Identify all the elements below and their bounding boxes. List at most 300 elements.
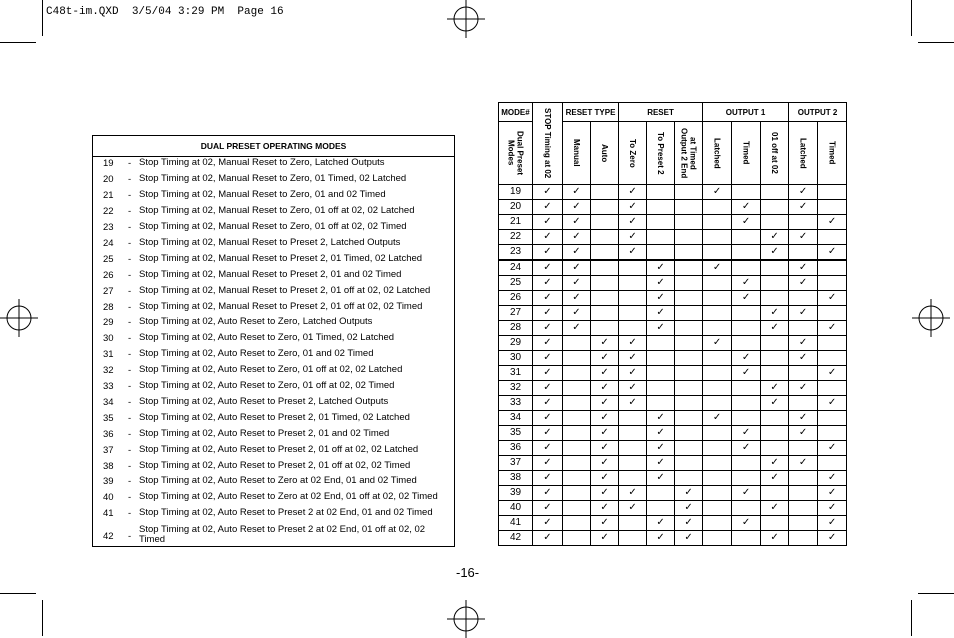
empty-cell <box>675 291 703 306</box>
empty-cell <box>703 426 732 441</box>
mode-cell: 42 <box>499 531 533 546</box>
table-row <box>499 306 847 321</box>
empty-cell <box>703 381 732 396</box>
subheader-output1-off-at-02: 01 off at 02 <box>761 122 789 185</box>
table-row <box>499 276 847 291</box>
mode-number: 34 <box>103 396 114 408</box>
checkmark-icon: ✓ <box>789 260 818 276</box>
mode-number: 31 <box>103 349 114 361</box>
checkmark-icon: ✓ <box>563 321 591 336</box>
checkmark-icon: ✓ <box>732 276 761 291</box>
mode-cell: 21 <box>499 215 533 230</box>
checkmark-icon: ✓ <box>818 215 847 230</box>
checkmark-icon: ✓ <box>675 486 703 501</box>
empty-cell <box>703 501 732 516</box>
empty-cell <box>789 245 818 261</box>
empty-cell <box>818 306 847 321</box>
checkmark-icon: ✓ <box>732 426 761 441</box>
checkmark-icon: ✓ <box>789 306 818 321</box>
empty-cell <box>675 396 703 411</box>
list-item <box>93 220 454 236</box>
empty-cell <box>789 366 818 381</box>
mode-matrix-table <box>498 102 847 546</box>
mode-cell: 39 <box>499 486 533 501</box>
mode-number: 23 <box>103 222 114 234</box>
mode-cell: 31 <box>499 366 533 381</box>
empty-cell <box>703 245 732 261</box>
registration-mark-icon <box>912 299 950 337</box>
separator-dash: - <box>128 253 132 265</box>
mode-description: Stop Timing at 02, Auto Reset to Zero, 01 Timed, 02 Latched <box>139 332 395 344</box>
checkmark-icon: ✓ <box>533 230 563 245</box>
mode-cell: 41 <box>499 516 533 531</box>
empty-cell <box>789 471 818 486</box>
mode-number: 27 <box>103 285 114 297</box>
empty-cell <box>619 276 647 291</box>
mode-description: Stop Timing at 02, Auto Reset to Preset 2 at 02 End, 01 off at 02, 02 Timed <box>139 523 426 546</box>
empty-cell <box>789 441 818 456</box>
empty-cell <box>675 260 703 276</box>
mode-description: Stop Timing at 02, Manual Reset to Preset 2, 01 off at 02, 02 Timed <box>139 300 423 312</box>
empty-cell <box>619 306 647 321</box>
separator-dash: - <box>128 508 132 520</box>
checkmark-icon: ✓ <box>818 366 847 381</box>
checkmark-icon: ✓ <box>761 471 789 486</box>
empty-cell <box>591 306 619 321</box>
checkmark-icon: ✓ <box>533 260 563 276</box>
empty-cell <box>818 230 847 245</box>
empty-cell <box>732 185 761 200</box>
checkmark-icon: ✓ <box>818 441 847 456</box>
empty-cell <box>563 336 591 351</box>
list-item <box>93 331 454 347</box>
empty-cell <box>647 185 675 200</box>
empty-cell <box>789 486 818 501</box>
mode-description: Stop Timing at 02, Auto Reset to Preset 2, Latched Outputs <box>139 395 389 407</box>
checkmark-icon: ✓ <box>619 486 647 501</box>
checkmark-icon: ✓ <box>619 245 647 261</box>
empty-cell <box>563 486 591 501</box>
empty-cell <box>591 200 619 215</box>
empty-cell <box>675 411 703 426</box>
list-item <box>93 251 454 267</box>
checkmark-icon: ✓ <box>732 200 761 215</box>
empty-cell <box>675 426 703 441</box>
empty-cell <box>703 366 732 381</box>
empty-cell <box>563 441 591 456</box>
subheader-at-timed-output-2-end: at Timed Output 2 End <box>675 122 703 185</box>
checkmark-icon: ✓ <box>591 471 619 486</box>
separator-dash: - <box>128 476 132 488</box>
empty-cell <box>563 396 591 411</box>
empty-cell <box>789 396 818 411</box>
separator-dash: - <box>128 531 132 543</box>
checkmark-icon: ✓ <box>563 185 591 200</box>
table-row <box>499 531 847 546</box>
checkmark-icon: ✓ <box>647 441 675 456</box>
crop-mark <box>918 42 954 43</box>
mode-cell: 23 <box>499 245 533 261</box>
empty-cell <box>563 471 591 486</box>
empty-cell <box>675 306 703 321</box>
mode-number: 38 <box>103 460 114 472</box>
empty-cell <box>703 230 732 245</box>
table-row <box>499 441 847 456</box>
table-row <box>499 381 847 396</box>
checkmark-icon: ✓ <box>533 366 563 381</box>
checkmark-icon: ✓ <box>789 351 818 366</box>
empty-cell <box>818 260 847 276</box>
table-row <box>499 215 847 230</box>
mode-description: Stop Timing at 02, Auto Reset to Preset 2 at 02 End, 01 and 02 Timed <box>139 507 433 519</box>
empty-cell <box>675 471 703 486</box>
empty-cell <box>703 291 732 306</box>
mode-description: Stop Timing at 02, Auto Reset to Zero at 02 End, 01 and 02 Timed <box>139 475 417 487</box>
checkmark-icon: ✓ <box>533 351 563 366</box>
checkmark-icon: ✓ <box>591 366 619 381</box>
table-row <box>499 396 847 411</box>
checkmark-icon: ✓ <box>563 260 591 276</box>
empty-cell <box>647 396 675 411</box>
empty-cell <box>789 516 818 531</box>
list-item <box>93 426 454 442</box>
mode-number: 42 <box>103 531 114 543</box>
checkmark-icon: ✓ <box>591 351 619 366</box>
subheader-output2-latched: Latched <box>789 122 818 185</box>
checkmark-icon: ✓ <box>647 306 675 321</box>
empty-cell <box>732 230 761 245</box>
crop-mark <box>911 0 912 36</box>
empty-cell <box>647 381 675 396</box>
checkmark-icon: ✓ <box>591 501 619 516</box>
list-item <box>93 283 454 299</box>
mode-description: Stop Timing at 02, Manual Reset to Preset 2, 01 off at 02, 02 Latched <box>139 284 431 296</box>
empty-cell <box>591 321 619 336</box>
file-slug: C48t-im.QXD 3/5/04 3:29 PM Page 16 <box>46 6 284 18</box>
checkmark-icon: ✓ <box>591 441 619 456</box>
empty-cell <box>703 351 732 366</box>
mode-number: 26 <box>103 269 114 281</box>
empty-cell <box>732 471 761 486</box>
empty-cell <box>732 396 761 411</box>
list-item <box>93 156 454 172</box>
empty-cell <box>675 351 703 366</box>
empty-cell <box>818 200 847 215</box>
checkmark-icon: ✓ <box>563 245 591 261</box>
checkmark-icon: ✓ <box>619 200 647 215</box>
mode-description: Stop Timing at 02, Manual Reset to Zero, 01 off at 02, 02 Timed <box>139 221 407 233</box>
checkmark-icon: ✓ <box>591 531 619 546</box>
mode-description: Stop Timing at 02, Manual Reset to Preset 2, Latched Outputs <box>139 236 401 248</box>
empty-cell <box>647 366 675 381</box>
checkmark-icon: ✓ <box>789 411 818 426</box>
empty-cell <box>619 426 647 441</box>
empty-cell <box>647 215 675 230</box>
list-item <box>93 474 454 490</box>
checkmark-icon: ✓ <box>703 260 732 276</box>
checkmark-icon: ✓ <box>533 336 563 351</box>
separator-dash: - <box>128 381 132 393</box>
empty-cell <box>675 456 703 471</box>
separator-dash: - <box>128 428 132 440</box>
checkmark-icon: ✓ <box>533 321 563 336</box>
list-item <box>93 442 454 458</box>
mode-description: Stop Timing at 02, Auto Reset to Preset 2, 01 off at 02, 02 Latched <box>139 443 419 455</box>
empty-cell <box>647 486 675 501</box>
checkmark-icon: ✓ <box>647 471 675 486</box>
empty-cell <box>761 426 789 441</box>
mode-cell: 22 <box>499 230 533 245</box>
checkmark-icon: ✓ <box>647 411 675 426</box>
empty-cell <box>703 396 732 411</box>
mode-number: 30 <box>103 333 114 345</box>
empty-cell <box>675 215 703 230</box>
separator-dash: - <box>128 444 132 456</box>
list-item <box>93 267 454 283</box>
empty-cell <box>647 336 675 351</box>
mode-number: 28 <box>103 301 114 313</box>
operating-modes-title: DUAL PRESET OPERATING MODES <box>93 136 454 157</box>
empty-cell <box>675 245 703 261</box>
crop-mark <box>0 42 36 43</box>
registration-mark-icon <box>447 0 485 38</box>
empty-cell <box>703 531 732 546</box>
mode-cell: 37 <box>499 456 533 471</box>
checkmark-icon: ✓ <box>647 531 675 546</box>
empty-cell <box>619 456 647 471</box>
mode-description: Stop Timing at 02, Manual Reset to Zero, Latched Outputs <box>139 157 385 169</box>
subheader-output2-timed: Timed <box>818 122 847 185</box>
mode-number: 33 <box>103 381 114 393</box>
checkmark-icon: ✓ <box>647 456 675 471</box>
mode-number: 19 <box>103 158 114 170</box>
mode-description: Stop Timing at 02, Auto Reset to Preset 2, 01 off at 02, 02 Timed <box>139 459 411 471</box>
checkmark-icon: ✓ <box>732 516 761 531</box>
checkmark-icon: ✓ <box>647 426 675 441</box>
empty-cell <box>675 200 703 215</box>
checkmark-icon: ✓ <box>703 185 732 200</box>
crop-mark <box>42 600 43 636</box>
checkmark-icon: ✓ <box>533 215 563 230</box>
table-row <box>499 351 847 366</box>
subheader-dual-preset-modes: Dual Preset Modes <box>499 122 533 185</box>
empty-cell <box>563 366 591 381</box>
checkmark-icon: ✓ <box>533 411 563 426</box>
mode-number: 36 <box>103 428 114 440</box>
empty-cell <box>675 230 703 245</box>
checkmark-icon: ✓ <box>533 200 563 215</box>
empty-cell <box>789 531 818 546</box>
header-reset-type: RESET TYPE <box>563 103 619 122</box>
checkmark-icon: ✓ <box>732 441 761 456</box>
crop-mark <box>918 593 954 594</box>
mode-number: 40 <box>103 492 114 504</box>
empty-cell <box>761 336 789 351</box>
registration-mark-icon <box>447 600 485 638</box>
empty-cell <box>789 291 818 306</box>
empty-cell <box>732 531 761 546</box>
empty-cell <box>818 456 847 471</box>
empty-cell <box>703 321 732 336</box>
header-reset: RESET <box>619 103 703 122</box>
mode-number: 21 <box>103 190 114 202</box>
mode-description: Stop Timing at 02, Auto Reset to Preset 2, 01 Timed, 02 Latched <box>139 411 410 423</box>
list-item <box>93 299 454 315</box>
checkmark-icon: ✓ <box>533 531 563 546</box>
checkmark-icon: ✓ <box>619 351 647 366</box>
operating-modes-list <box>92 135 455 547</box>
mode-cell: 32 <box>499 381 533 396</box>
mode-description: Stop Timing at 02, Auto Reset to Zero, Latched Outputs <box>139 316 373 328</box>
checkmark-icon: ✓ <box>533 426 563 441</box>
empty-cell <box>761 291 789 306</box>
empty-cell <box>761 411 789 426</box>
empty-cell <box>619 441 647 456</box>
subheader-output1-timed: Timed <box>732 122 761 185</box>
checkmark-icon: ✓ <box>818 396 847 411</box>
empty-cell <box>647 501 675 516</box>
separator-dash: - <box>128 237 132 249</box>
checkmark-icon: ✓ <box>533 306 563 321</box>
separator-dash: - <box>128 365 132 377</box>
empty-cell <box>591 185 619 200</box>
mode-cell: 29 <box>499 336 533 351</box>
checkmark-icon: ✓ <box>533 245 563 261</box>
table-row <box>499 200 847 215</box>
mode-cell: 30 <box>499 351 533 366</box>
checkmark-icon: ✓ <box>563 200 591 215</box>
list-item <box>93 188 454 204</box>
empty-cell <box>732 336 761 351</box>
subheader-manual: Manual <box>563 122 591 185</box>
empty-cell <box>703 456 732 471</box>
table-row <box>499 291 847 306</box>
checkmark-icon: ✓ <box>761 501 789 516</box>
checkmark-icon: ✓ <box>619 215 647 230</box>
empty-cell <box>703 471 732 486</box>
separator-dash: - <box>128 190 132 202</box>
empty-cell <box>619 471 647 486</box>
mode-cell: 36 <box>499 441 533 456</box>
mode-description: Stop Timing at 02, Manual Reset to Zero, 01 Timed, 02 Latched <box>139 173 407 185</box>
empty-cell <box>591 260 619 276</box>
list-item <box>93 379 454 395</box>
empty-cell <box>675 441 703 456</box>
empty-cell <box>818 381 847 396</box>
separator-dash: - <box>128 412 132 424</box>
empty-cell <box>619 291 647 306</box>
empty-cell <box>761 200 789 215</box>
checkmark-icon: ✓ <box>761 396 789 411</box>
header-output-2: OUTPUT 2 <box>789 103 847 122</box>
checkmark-icon: ✓ <box>789 381 818 396</box>
checkmark-icon: ✓ <box>591 486 619 501</box>
separator-dash: - <box>128 285 132 297</box>
empty-cell <box>591 245 619 261</box>
mode-cell: 20 <box>499 200 533 215</box>
empty-cell <box>732 456 761 471</box>
checkmark-icon: ✓ <box>533 501 563 516</box>
empty-cell <box>761 215 789 230</box>
checkmark-icon: ✓ <box>789 230 818 245</box>
checkmark-icon: ✓ <box>533 471 563 486</box>
mode-cell: 27 <box>499 306 533 321</box>
empty-cell <box>619 321 647 336</box>
checkmark-icon: ✓ <box>818 531 847 546</box>
crop-mark <box>42 0 43 36</box>
empty-cell <box>703 306 732 321</box>
checkmark-icon: ✓ <box>619 230 647 245</box>
separator-dash: - <box>128 174 132 186</box>
checkmark-icon: ✓ <box>818 471 847 486</box>
empty-cell <box>761 366 789 381</box>
empty-cell <box>732 306 761 321</box>
subheader-to-zero: To Zero <box>619 122 647 185</box>
table-row <box>499 336 847 351</box>
empty-cell <box>703 215 732 230</box>
empty-cell <box>761 441 789 456</box>
checkmark-icon: ✓ <box>647 260 675 276</box>
empty-cell <box>619 516 647 531</box>
checkmark-icon: ✓ <box>563 215 591 230</box>
empty-cell <box>761 516 789 531</box>
page-number: -16- <box>456 565 480 580</box>
checkmark-icon: ✓ <box>789 426 818 441</box>
empty-cell <box>761 276 789 291</box>
separator-dash: - <box>128 396 132 408</box>
list-item <box>93 315 454 331</box>
mode-cell: 35 <box>499 426 533 441</box>
checkmark-icon: ✓ <box>619 396 647 411</box>
table-row <box>499 456 847 471</box>
empty-cell <box>761 351 789 366</box>
checkmark-icon: ✓ <box>533 381 563 396</box>
empty-cell <box>789 501 818 516</box>
empty-cell <box>789 215 818 230</box>
table-row <box>499 516 847 531</box>
checkmark-icon: ✓ <box>591 426 619 441</box>
list-item <box>93 395 454 411</box>
empty-cell <box>563 501 591 516</box>
crop-mark <box>911 600 912 636</box>
empty-cell <box>761 486 789 501</box>
empty-cell <box>591 291 619 306</box>
empty-cell <box>703 200 732 215</box>
empty-cell <box>818 276 847 291</box>
separator-dash: - <box>128 317 132 329</box>
empty-cell <box>563 411 591 426</box>
mode-description: Stop Timing at 02, Auto Reset to Zero, 01 off at 02, 02 Timed <box>139 380 395 392</box>
mode-number: 39 <box>103 476 114 488</box>
checkmark-icon: ✓ <box>533 441 563 456</box>
checkmark-icon: ✓ <box>789 276 818 291</box>
checkmark-icon: ✓ <box>818 516 847 531</box>
checkmark-icon: ✓ <box>761 230 789 245</box>
table-row <box>499 426 847 441</box>
checkmark-icon: ✓ <box>703 336 732 351</box>
table-row <box>499 230 847 245</box>
checkmark-icon: ✓ <box>619 381 647 396</box>
empty-cell <box>732 260 761 276</box>
mode-cell: 33 <box>499 396 533 411</box>
checkmark-icon: ✓ <box>818 486 847 501</box>
checkmark-icon: ✓ <box>533 516 563 531</box>
checkmark-icon: ✓ <box>703 411 732 426</box>
table-row <box>499 501 847 516</box>
mode-cell: 28 <box>499 321 533 336</box>
empty-cell <box>563 426 591 441</box>
checkmark-icon: ✓ <box>619 501 647 516</box>
